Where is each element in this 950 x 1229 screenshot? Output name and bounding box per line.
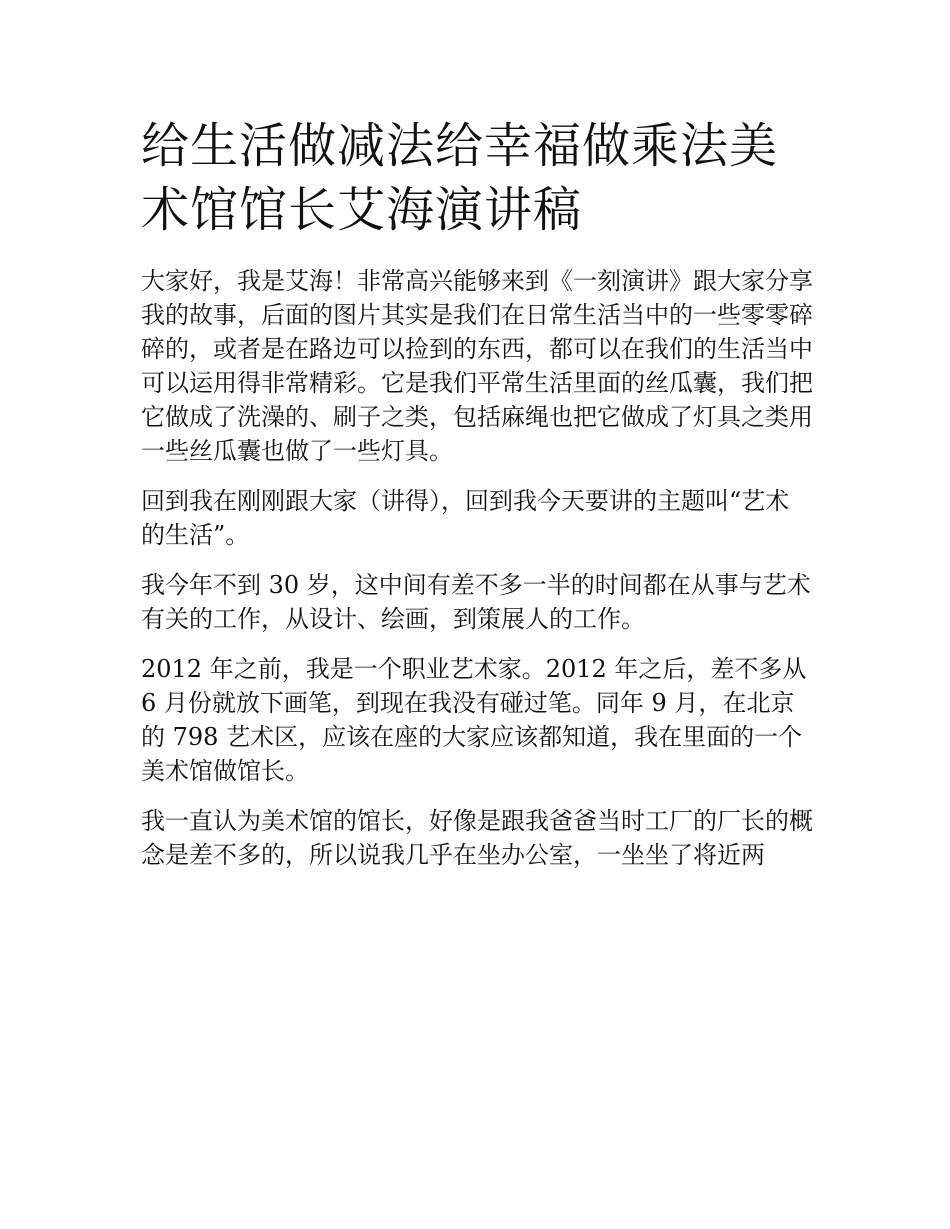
paragraph-list <box>141 264 813 888</box>
paragraph-3: 我今年不到 30 岁，这中间有差不多一半的时间都在从事与艺术有关的工作，从设计、绘画，到策展人的工作。 <box>141 571 811 633</box>
paragraph-1: 大家好，我是艾海！非常高兴能够来到《一刻演讲》跟大家分享我的故事，后面的图片其实是我们在日常生活当中的一些零零碎碎的，或者是在路边可以捡到的东西，都可以在我们的生活当中可以运用得非常精彩。它是我们平常生活里面的丝瓜囊，我们把它做成了洗澡的、刷子之类，包括麻绳也把它做成了灯具之类用一些丝瓜囊也做了一些灯具。 <box>141 267 813 465</box>
document-title: 给生活做减法给幸福做乘法美术馆馆长艾海演讲稿 <box>141 118 779 238</box>
paragraph-4: 2012 年之前，我是一个职业艺术家。2012 年之后，差不多从 6 月份就放下画笔，到现在我没有碰过笔。同年 9 月，在北京的 798 艺术区，应该在座的大家应该都知道，我在里面的一个美术馆做馆长。 <box>141 655 807 785</box>
paragraph-2: 回到我在刚刚跟大家（讲得），回到我今天要讲的主题叫“艺术的生活”。 <box>141 487 790 549</box>
document-body <box>141 114 813 888</box>
paragraph-5: 我一直认为美术馆的馆长，好像是跟我爸爸当时工厂的厂长的概念是差不多的，所以说我几乎在坐办公室，一坐坐了将近两 <box>141 807 813 869</box>
